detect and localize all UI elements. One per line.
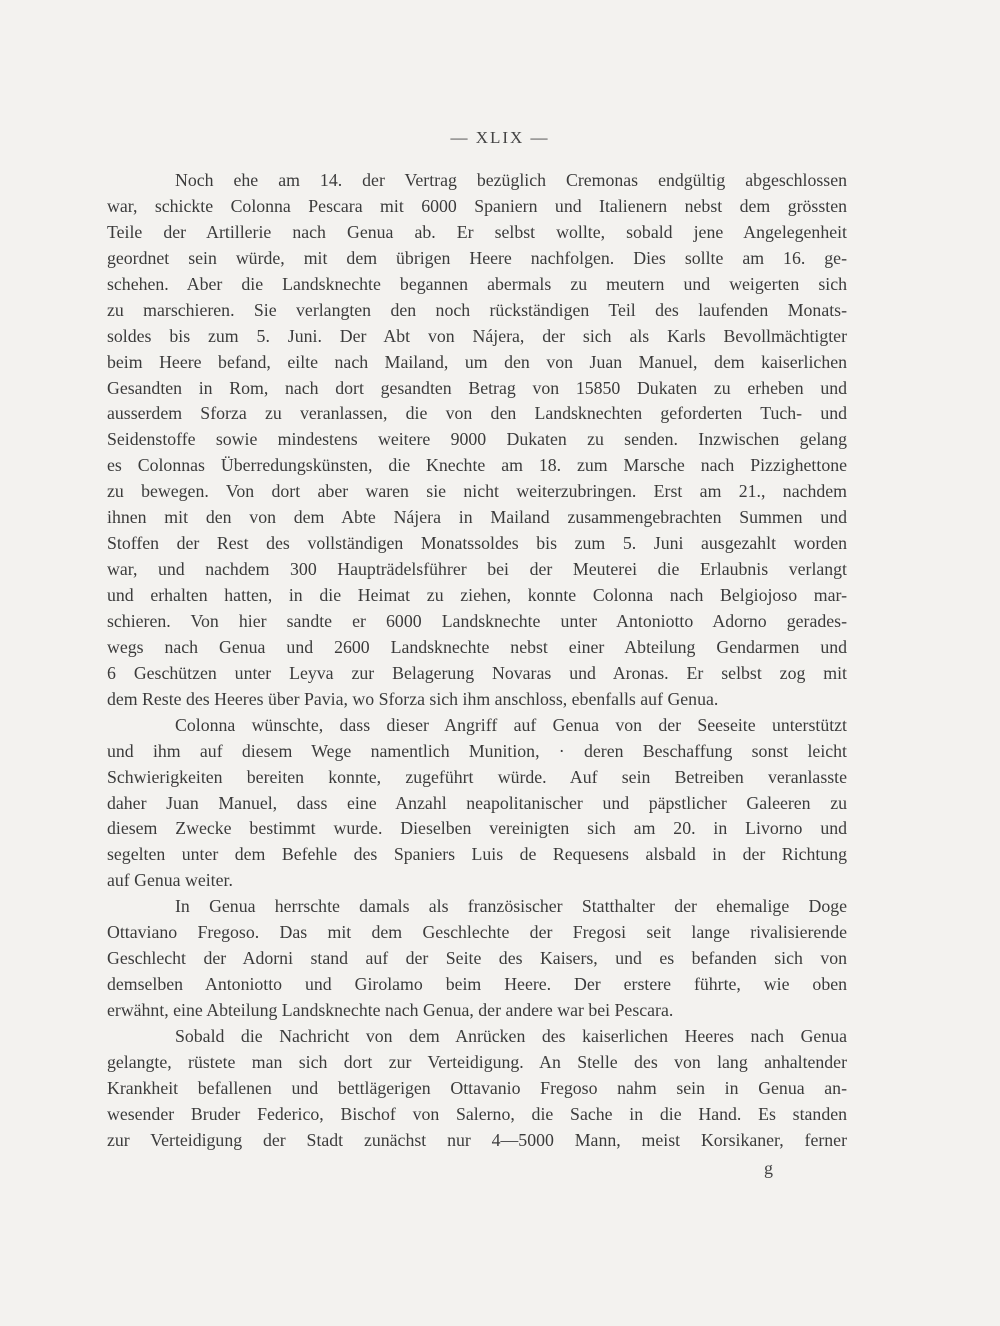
text-line: auf Genua weiter. [107,870,233,891]
text-line: ihnen mit den von dem Abte Nájera in Mailand zusammengebrachten Summen und [107,507,847,528]
text-line: Ottaviano Fregoso. Das mit dem Geschlechte der Fregosi seit lange rivalisierende [107,922,847,943]
text-line: erwähnt, eine Abteilung Landsknechte nach Genua, der andere war bei Pescara. [107,1000,674,1020]
text-line: Geschlecht der Adorni stand auf der Seite des Kaisers, und es befanden sich von [107,948,847,969]
text-line: gelangte, rüstete man sich dort zur Verteidigung. An Stelle des von lang anhaltender [107,1051,847,1072]
text-line: Noch ehe am 14. der Vertrag bezüglich Cremonas endgültig abgeschlossen [175,170,847,190]
text-line: und ihm auf diesem Wege namentlich Munition, · deren Beschaffung sonst leicht [107,740,847,761]
text-line: dem Reste des Heeres über Pavia, wo Sforza sich ihm anschloss, ebenfalls auf Genua. [107,688,719,709]
text-line: zu bewegen. Von dort aber waren sie nicht weiterzubringen. Erst am 21., nachdem [107,481,847,502]
paragraph [107,894,847,1024]
paragraph [107,168,847,713]
paragraph [107,713,847,895]
text-line: geordnet sein würde, mit dem übrigen Heere nachfolgen. Dies sollte am 16. ge- [107,247,847,268]
text-line: demselben Antoniotto und Girolamo beim Heere. Der erstere führte, wie oben [107,974,847,995]
text-line: diesem Zwecke bestimmt wurde. Dieselben vereinigten sich am 20. in Livorno und [107,818,847,839]
text-line: segelten unter dem Befehle des Spaniers Luis de Requesens alsbald in der Richtung [107,844,847,865]
text-line: wesender Bruder Federico, Bischof von Salerno, die Sache in die Hand. Es standen [107,1103,847,1124]
text-line: daher Juan Manuel, dass eine Anzahl neapolitanischer und päpstlicher Galeeren zu [107,792,847,813]
text-line: Schwierigkeiten bereiten konnte, zugeführt würde. Auf sein Betreiben veranlasste [107,766,847,787]
text-line: war, schickte Colonna Pescara mit 6000 Spaniern und Italienern nebst dem grössten [107,195,847,216]
text-line: Gesandten in Rom, nach dort gesandten Betrag von 15850 Dukaten zu erheben und [107,377,847,398]
text-line: Sobald die Nachricht von dem Anrücken des kaiserlichen Heeres nach Genua [175,1025,847,1046]
text-line: Seidenstoffe sowie mindestens weitere 9000 Dukaten zu senden. Inzwischen gelang [107,429,847,450]
text-line: zur Verteidigung der Stadt zunächst nur 4—5000 Mann, meist Korsikaner, ferner [107,1129,847,1150]
body-text [107,168,847,1154]
text-line: In Genua herrschte damals als französischer Statthalter der ehemalige Doge [175,896,847,917]
signature-mark: g [764,1158,773,1178]
text-line: Teile der Artillerie nach Genua ab. Er selbst wollte, sobald jene Angelegenheit [107,221,847,242]
text-line: und erhalten hatten, in die Heimat zu ziehen, konnte Colonna nach Belgiojoso mar- [107,585,847,605]
text-line: schieren. Von hier sandte er 6000 Landsknechte unter Antoniotto Adorno gerades- [107,610,847,631]
page-number-header: — XLIX — [450,128,550,147]
text-line: 6 Geschützen unter Leyva zur Belagerung Novaras und Aronas. Er selbst zog mit [107,662,847,683]
text-line: zu marschieren. Sie verlangten den noch rückständigen Teil des laufenden Monats- [107,299,847,320]
text-line: wegs nach Genua und 2600 Landsknechte nebst einer Abteilung Gendarmen und [107,636,847,657]
text-line: beim Heere befand, eilte nach Mailand, um den von Juan Manuel, dem kaiserlichen [107,351,847,372]
paragraph [107,1024,847,1154]
text-line: soldes bis zum 5. Juni. Der Abt von Nájera, der sich als Karls Bevollmächtigter [107,325,847,346]
text-line: Krankheit befallenen und bettlägerigen Ottavanio Fregoso nahm sein in Genua an- [107,1077,847,1098]
text-line: es Colonnas Überredungskünsten, die Knechte am 18. zum Marsche nach Pizzighettone [107,455,847,476]
text-line: schehen. Aber die Landsknechte begannen abermals zu meutern und weigerten sich [107,273,847,294]
text-line: Colonna wünschte, dass dieser Angriff auf Genua von der Seeseite unterstützt [175,714,847,735]
text-line: Stoffen der Rest des vollständigen Monatssoldes bis zum 5. Juni ausgezahlt worden [107,533,847,554]
text-line: war, und nachdem 300 Haupträdelsführer bei der Meuterei die Erlaubnis verlangt [107,559,847,580]
text-line: ausserdem Sforza zu veranlassen, die von den Landsknechten geforderten Tuch- und [107,403,847,424]
